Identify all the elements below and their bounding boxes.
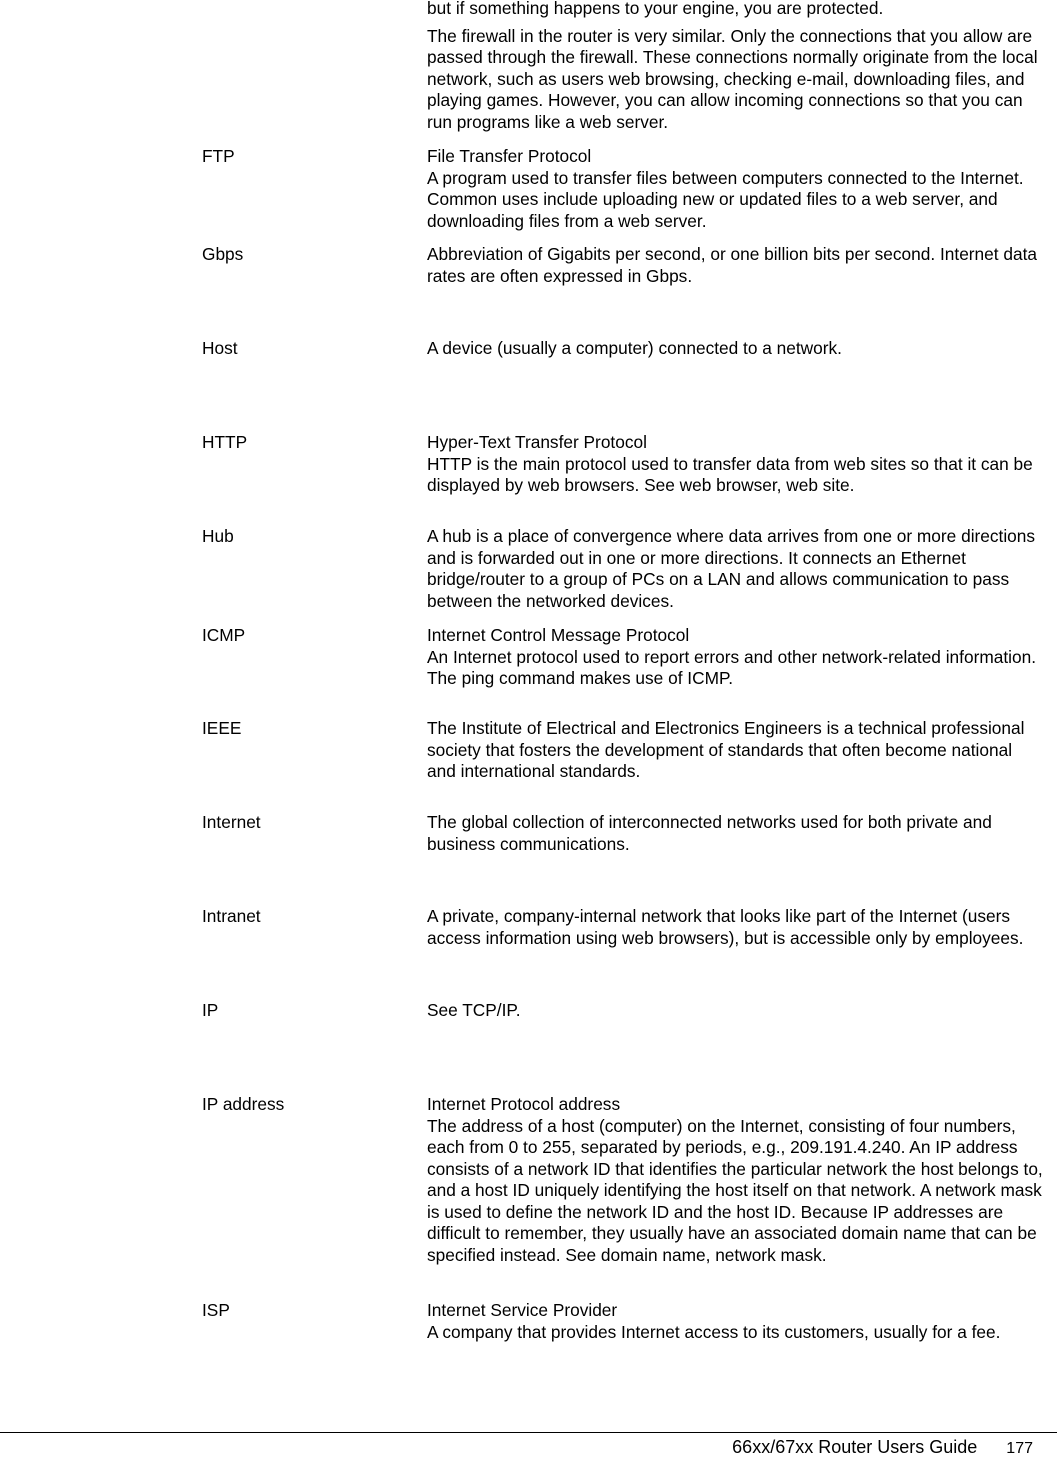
definition-line: Internet Protocol address [427, 1094, 621, 1114]
glossary-definition [427, 244, 1045, 287]
definition-line: A company that provides Internet access to its customers, usually for a fee. [427, 1321, 1001, 1342]
definition-line: A device (usually a computer) connected to a network. [427, 338, 842, 358]
glossary-term: Hub [202, 526, 234, 546]
glossary-term: IEEE [202, 718, 242, 738]
definition-line: A hub is a place of convergence where data arrives from one or more directions and is forwarded out in one or more directions. It connects an Ethernet bridge/router to a group of PCs on a LAN and allows communication to pass between the networked devices. [427, 526, 1036, 611]
intro-paragraph: but if something happens to your engine, you are protected. [427, 0, 884, 18]
glossary-term: Host [202, 338, 238, 358]
intro-paragraph: The firewall in the router is very similar. Only the connections that you allow are passed through the firewall. These connections normally originate from the local network, such as users web browsing, checking e-mail, downloading files, and playing games. However, you can allow incoming connections so that you can run programs like a web server. [427, 25, 1038, 132]
glossary-term: Internet [202, 812, 261, 832]
definition-line: An Internet protocol used to report errors and other network-related information. The ping command makes use of ICMP. [427, 646, 1037, 688]
footer-divider [0, 1432, 1057, 1433]
definition-line: Abbreviation of Gigabits per second, or one billion bits per second. Internet data rates are often expressed in Gbps. [427, 244, 1038, 286]
glossary-definition [427, 1300, 1045, 1343]
glossary-term: Intranet [202, 906, 261, 926]
definition-line: A private, company-internal network that looks like part of the Internet (users access information using web browsers), but is accessible only by employees. [427, 906, 1024, 948]
glossary-definition [427, 338, 1045, 360]
glossary-definition [427, 718, 1045, 783]
definition-line: The address of a host (computer) on the Internet, consisting of four numbers, each from 0 to 255, separated by periods, e.g., 209.191.4.240. An IP address consists of a network ID that identifies the particular network the host belongs to, and a host ID uniquely identifying the host itself on that network. A network mask is used to define the network ID and the host ID. Because IP addresses are difficult to remember, they usually have an associated domain name that can be specified instead. See domain name, network mask. [427, 1115, 1043, 1265]
page-number: 177 [1006, 1440, 1033, 1457]
glossary-term: HTTP [202, 432, 248, 452]
glossary-definition [427, 526, 1045, 612]
glossary-definition [427, 1000, 1045, 1022]
glossary-definition [427, 625, 1045, 690]
footer-title: 66xx/67xx Router Users Guide [732, 1437, 978, 1457]
glossary-term: FTP [202, 146, 235, 166]
glossary-definition [427, 1094, 1045, 1266]
definition-line: Internet Control Message Protocol [427, 625, 690, 645]
definition-line: Hyper-Text Transfer Protocol [427, 432, 647, 452]
glossary-definition [427, 432, 1045, 497]
definition-line: A program used to transfer files between computers connected to the Internet. Common uses include uploading new or updated files to a web server, and downloading files from a web server. [427, 167, 1024, 231]
definition-line: The Institute of Electrical and Electronics Engineers is a technical professional society that fosters the development of standards that often become national and international standards. [427, 718, 1025, 781]
definition-line: Internet Service Provider [427, 1300, 618, 1320]
glossary-term: Gbps [202, 244, 244, 264]
definition-line: HTTP is the main protocol used to transfer data from web sites so that it can be displayed by web browsers. See web browser, web site. [427, 453, 1033, 495]
glossary-definition [427, 146, 1045, 232]
glossary-definition [427, 906, 1045, 949]
glossary-definition [427, 812, 1045, 855]
glossary-term: ICMP [202, 625, 246, 645]
definition-line: The global collection of interconnected networks used for both private and business communications. [427, 812, 992, 854]
glossary-term: ISP [202, 1300, 230, 1320]
glossary-term: IP address [202, 1094, 285, 1114]
definition-line: See TCP/IP. [427, 1000, 521, 1020]
glossary-term: IP [202, 1000, 219, 1020]
page-footer [732, 1437, 1033, 1459]
intro-definition [427, 0, 1045, 133]
definition-line: File Transfer Protocol [427, 146, 592, 166]
